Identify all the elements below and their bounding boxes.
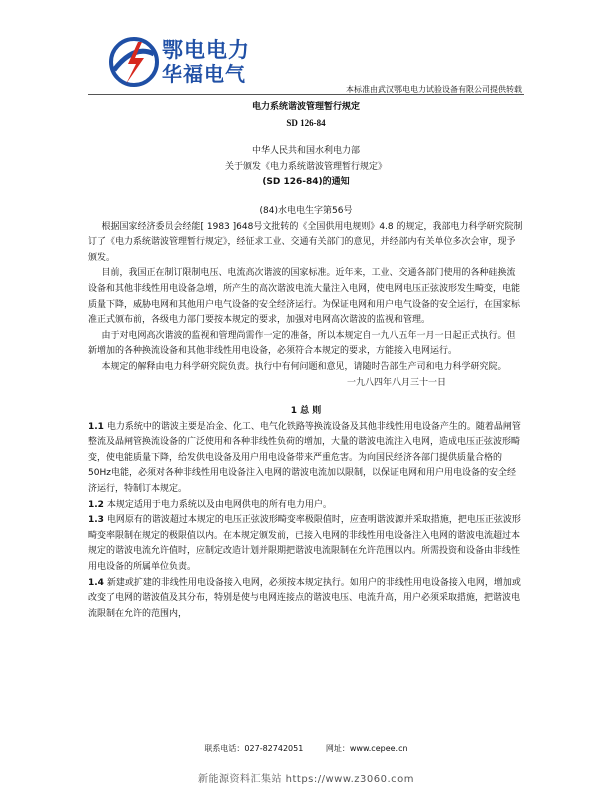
notice-line1: 关于颁发《电力系统谐波管理暂行规定》 [224,161,387,172]
document-title: 电力系统谐波管理暂行规定 [251,102,360,112]
website: 网址：www.cepee.cn [325,744,408,753]
contact-phone: 联系电话：027-82742051 [204,744,304,753]
document-code: SD 126-84 [286,117,326,128]
document-number: (84)水电电生字第56号 [259,205,353,216]
paragraph: 根据国家经济委员会经能[ 1983 ]648号文批转的《全国供用电规则》4.8 的规定，我部电力科学研究院制订了《电力系统谐波管理暂行规定》，经征求工业、交通有关部门的意见，并经部内有关单位多次会审，现予颁发。 [88,221,523,263]
paragraph: 由于对电网高次谐波的监视和管理尚需作一定的准备，所以本规定自一九八五年一月一日起正式执行。但新增加的各种换流设备和其他非线性用电设备，必须符合本规定的要求，方能接入电网运行。 [88,330,516,357]
issuer: 中华人民共和国水利电力部 [251,146,360,157]
company-logo-text [162,38,250,86]
watermark: 新能源资料汇集站 https://www.z3060.com [197,774,415,785]
header-divider [88,94,524,95]
clause [88,420,524,498]
clause [88,513,524,575]
paragraph: 本规定的解释由电力科学研究院负责。执行中有何问题和意见，请随时告部生产司和电力科学研究院。 [101,361,507,372]
clause [88,576,524,623]
clause-number: 1.3 [88,515,104,526]
page-header [0,0,612,96]
clause-number: 1.1 [88,421,104,432]
notice-line2: (SD 126-84)的通知 [262,177,350,188]
document-body [88,100,524,622]
document-date: 一九八四年八月三十一日 [346,377,446,388]
clause-number: 1.4 [88,577,104,588]
clause-text: 电网原有的谐波超过本规定的电压正弦波形畸变率极限值时，应查明谐波源并采取措施，把电压正弦波形畸变率限制在规定的极限值以内。在本规定颁发前，已接入电网的非线性用电设备注入电网的谐波电流超过本规定的谐波电流允许值时，应制定改造计划并限期把谐波电流限制在允许范围以内。所需投资和设备由非线性用电设备的所属单位负责。 [88,515,521,573]
section-title: 1 总 则 [290,406,322,417]
clause-text: 电力系统中的谐波主要是冶金、化工、电气化铁路等换流设备及其他非线性用电设备产生的。随着晶闸管整流及晶闸管换流设备的广泛使用和各种非线性负荷的增加，大量的谐波电流注入电网，造成电压正弦波形畸变，使电能质量下降，给发供电设备及用户用电设备带来严重危害。为向国民经济各部门提供质量合格的50Hz电能，必须对各种非线性用电设备注入电网的谐波电流加以限制，以保证电网和用户用电设备的安全经济运行，特制订本规定。 [88,421,521,495]
provided-by-note: 本标准由武汉鄂电电力试验设备有限公司提供转载 [346,85,522,94]
clause-number: 1.2 [88,499,104,510]
logo-line2: 华福电气 [162,62,246,86]
logo-line1: 鄂电电力 [162,38,250,62]
clause [88,498,524,514]
paragraph: 目前，我国正在制订限制电压、电流高次谐波的国家标准。近年来，工业、交通各部门使用的各种硅换流设备和其他非线性用电设备急增，所产生的高次谐波电流大量注入电网，使电网电压正弦波形发生畸变，电能质量下降，威胁电网和其他用户电气设备的安全经济运行。为保证电网和用户电气设备的安全运行，在国家标准正式颁布前，各级电力部门要按本规定的要求，加强对电网高次谐波的监视和管理。 [88,268,521,326]
clause-text: 新建或扩建的非线性用电设备接入电网，必须按本规定执行。如用户的非线性用电设备接入电网，增加或改变了电网的谐波值及其分布，特别是使与电网连接点的谐波电压、电流升高，用户必须采取措施，把谐波电流限制在允许的范围内， [88,577,521,619]
clause-text: 本规定适用于电力系统以及由电网供电的所有电力用户。 [106,499,332,510]
page-footer [0,743,612,754]
company-logo-icon [108,36,160,88]
